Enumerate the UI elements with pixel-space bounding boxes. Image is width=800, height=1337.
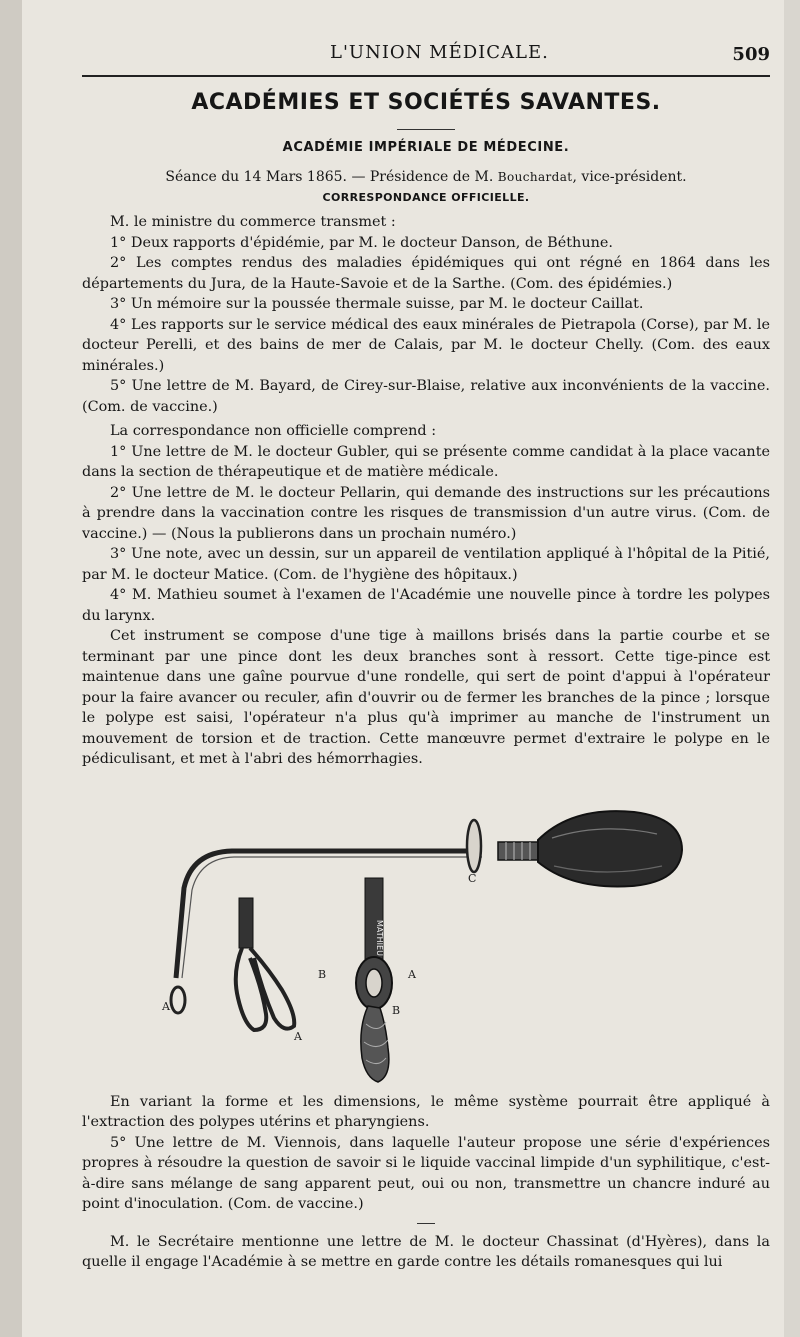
paragraph: 3° Une note, avec un dessin, sur un appareil de ventilation appliqué à l'hôpital de la Pitié, par M. le docteur Matice. (Com. de l'hygiène des hôpitaux.) [82, 546, 770, 583]
title-rule [397, 129, 455, 130]
paragraph: La correspondance non officielle comprend : [110, 423, 437, 439]
seance-tail: , vice-président. [572, 169, 687, 185]
paragraph: M. le Secrétaire mentionne une lettre de M. le docteur Chassinat (d'Hyères), dans la quelle il engage l'Académie à se mettre en garde contre les détails romanesques qui lui [82, 1233, 770, 1270]
page-number: 509 [732, 44, 770, 65]
paragraph: 4° Les rapports sur le service médical des eaux minérales de Pietrapola (Corse), par M. le docteur Perelli, et des bains de mer de Calais, par M. le docteur Chelly. (Com. des eaux minérales.) [82, 316, 770, 374]
president-name: Bouchardat [497, 170, 573, 184]
page-left-edge [0, 0, 22, 1337]
washer [467, 820, 481, 872]
paragraph: 3° Un mémoire sur la poussée thermale suisse, par M. le docteur Caillat. [110, 296, 644, 312]
section-title: ACADÉMIES ET SOCIÉTÉS SAVANTES. [191, 90, 661, 115]
paragraph: En variant la forme et les dimensions, le même système pourrait être appliqué à l'extraction des polypes utérins et pharyngiens. [82, 1093, 770, 1130]
seance-line [82, 169, 770, 185]
paragraph: 2° Les comptes rendus des maladies épidémiques qui ont régné en 1864 dans les départements du Jura, de la Haute-Savoie et de la Sarthe. (Com. des épidémies.) [82, 255, 770, 292]
forceps-branch-right [250, 948, 294, 1029]
short-rule [417, 1223, 435, 1224]
instrument-handle [538, 811, 682, 886]
paragraph: 5° Une lettre de M. Viennois, dans laquelle l'auteur propose une série d'expériences propres à résoudre la question de savoir si le liquide vaccinal limpide d'un syphilitique, c'est-à-dire sans mélange de sang apparent peut, oui ou non, transmettre un chancre induré au point d'inoculation. (Com. de vaccine.) [82, 1134, 770, 1212]
seance-text: Séance du 14 Mars 1865. — Présidence de M. [165, 169, 498, 185]
polyp-forceps-engraving [82, 778, 702, 1088]
curved-rod [176, 851, 482, 978]
paragraph: 1° Une lettre de M. le docteur Gubler, qui se présente comme candidat à la place vacante dans la section de thérapeutique et de matière médicale. [82, 443, 770, 480]
official-heading: CORRESPONDANCE OFFICIELLE. [322, 191, 530, 204]
paragraph: 2° Une lettre de M. le docteur Pellarin, qui demande des instructions sur les précautions à prendre dans la vaccination contre les risques de transmission d'un autre virus. (Com. de vaccine.) — (Nous la publierons dans un prochain numéro.) [82, 484, 770, 542]
paragraph: 4° M. Mathieu soumet à l'examen de l'Académie une nouvelle pince à tordre les polypes du larynx. [82, 587, 770, 624]
paragraph: 5° Une lettre de M. Bayard, de Cirey-sur-Blaise, relative aux inconvénients de la vaccine. (Com. de vaccine.) [82, 378, 770, 415]
label-b-2: B [392, 1003, 401, 1017]
polyp [361, 1006, 389, 1082]
running-title: L'UNION MÉDICALE. [330, 42, 549, 63]
paragraph: M. le ministre du commerce transmet : [110, 214, 396, 230]
label-a-3: A [408, 967, 416, 981]
label-c: C [468, 871, 477, 885]
header-rule [82, 75, 770, 77]
label-a: A [162, 999, 170, 1013]
label-a-2: A [294, 1029, 302, 1043]
maker-stamp: MATHIEU [375, 919, 384, 956]
running-header [82, 0, 770, 68]
collar [498, 842, 538, 860]
paragraph: 1° Deux rapports d'épidémie, par M. le docteur Danson, de Béthune. [110, 234, 613, 251]
page-right-edge [784, 0, 800, 1337]
forceps-shaft [239, 898, 253, 948]
label-b: B [318, 967, 327, 981]
instrument-figure [82, 778, 770, 1088]
paragraph: Cet instrument se compose d'une tige à maillons brisés dans la partie courbe et se terminant par une pince dont les deux branches sont à ressort. Cette tige-pince est maintenue dans une gaîne pourvue d'une rondelle, qui sert de point d'appui à l'opérateur pour la faire avancer ou reculer, afin d'ouvrir ou de fermer les branches de la pince ; lorsque le polype est saisi, l'opérateur n'a plus qu'à imprimer au manche de l'instrument un mouvement de torsion et de traction. Cette manœuvre permet d'extraire le polype en le pédiculisant, et met à l'abri des hémorrhagies. [82, 628, 770, 767]
ring-end [171, 987, 185, 1013]
academy-heading: ACADÉMIE IMPÉRIALE DE MÉDECINE. [282, 140, 570, 155]
